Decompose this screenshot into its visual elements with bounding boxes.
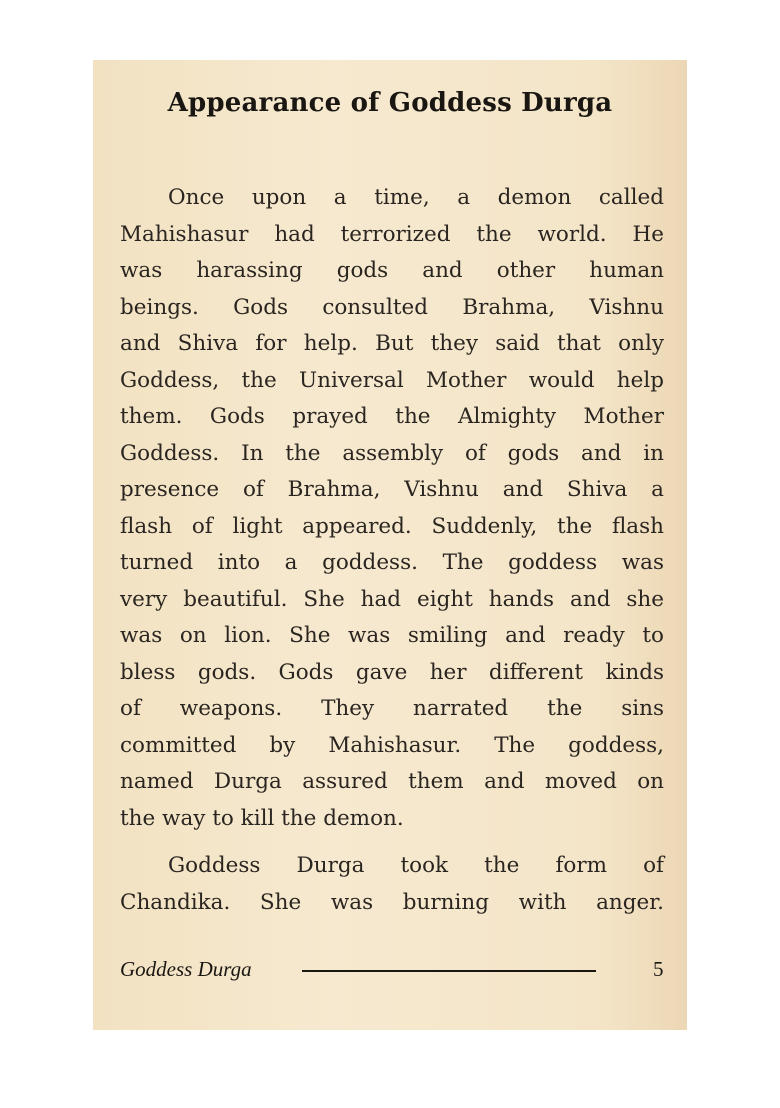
text-line: them. Gods prayed the Almighty Mother xyxy=(120,404,664,429)
text-line: presence of Brahma, Vishnu and Shiva a xyxy=(120,477,664,502)
text-line: was on lion. She was smiling and ready to xyxy=(120,623,664,648)
text-line: Once upon a time, a demon called xyxy=(168,185,664,210)
text-line: Chandika. She was burning with anger. xyxy=(120,890,664,915)
text-line: Mahishasur had terrorized the world. He xyxy=(120,221,664,247)
text-line: beings. Gods consulted Brahma, Vishnu xyxy=(120,294,664,320)
text-line: the way to kill the demon. xyxy=(120,805,404,831)
text-line: turned into a goddess. The goddess was xyxy=(120,550,664,575)
footer-book-title: Goddess Durga xyxy=(120,957,252,981)
text-line: flash of light appeared. Suddenly, the flash xyxy=(120,513,664,539)
text-line: named Durga assured them and moved on xyxy=(120,769,664,794)
text-line: bless gods. Gods gave her different kinds xyxy=(120,659,664,685)
text-line: of weapons. They narrated the sins xyxy=(120,696,664,721)
chapter-title: Appearance of Goddess Durga xyxy=(167,88,613,118)
book-page xyxy=(93,60,687,1030)
text-line: and Shiva for help. But they said that only xyxy=(120,331,664,356)
text-line: Goddess Durga took the form of xyxy=(168,853,664,878)
text-line: Goddess. In the assembly of gods and in xyxy=(120,440,664,466)
text-line: committed by Mahishasur. The goddess, xyxy=(120,732,664,758)
page-number: 5 xyxy=(653,957,664,981)
text-line: was harassing gods and other human xyxy=(120,258,664,283)
footer-rule xyxy=(302,970,596,972)
text-line: Goddess, the Universal Mother would help xyxy=(120,367,664,393)
text-line: very beautiful. She had eight hands and she xyxy=(120,586,664,612)
